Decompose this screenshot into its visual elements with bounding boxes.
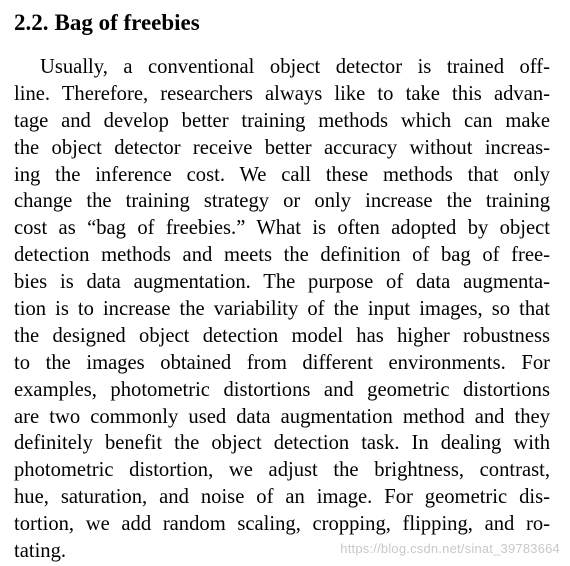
paragraph-line: line. Therefore, researchers always like to take this advan- bbox=[14, 82, 550, 105]
paragraph-line: the object detector receive better accuracy without increas- bbox=[14, 136, 550, 159]
paragraph-line: tating. bbox=[14, 540, 67, 563]
paragraph-line: examples, photometric distortions and geometric distortions bbox=[14, 378, 550, 401]
section-heading bbox=[14, 8, 550, 38]
paper-section bbox=[14, 8, 550, 565]
paragraph-line: are two commonly used data augmentation method and they bbox=[14, 405, 550, 428]
paragraph-line: tage and develop better training methods which can make bbox=[14, 109, 550, 132]
paragraph-line: bies is data augmentation. The purpose of data augmenta- bbox=[14, 271, 550, 294]
paragraph-line: detection methods and meets the definition of bag of free- bbox=[14, 244, 550, 267]
section-title: Bag of freebies bbox=[54, 10, 200, 35]
paragraph-line: ing the inference cost. We call these methods that only bbox=[14, 163, 550, 186]
paragraph-line: tortion, we add random scaling, cropping, flipping, and ro- bbox=[14, 513, 550, 536]
paragraph-line: definitely benefit the object detection task. In dealing with bbox=[14, 432, 550, 455]
section-number: 2.2. bbox=[14, 10, 49, 35]
paragraph-line: change the training strategy or only increase the training bbox=[14, 190, 550, 213]
paragraph-line: to the images obtained from different environments. For bbox=[14, 351, 550, 374]
paragraph-line: hue, saturation, and noise of an image. For geometric dis- bbox=[14, 486, 550, 509]
paragraph-line: the designed object detection model has higher robustness bbox=[14, 324, 550, 347]
paragraph-line: Usually, a conventional object detector is trained off- bbox=[40, 56, 550, 78]
body-paragraph bbox=[14, 54, 550, 565]
watermark-text: https://blog.csdn.net/sinat_39783664 bbox=[340, 541, 560, 556]
paragraph-line: tion is to increase the variability of the input images, so that bbox=[14, 298, 550, 321]
paragraph-line: cost as “bag of freebies.” What is often adopted by object bbox=[14, 217, 550, 240]
paragraph-line: photometric distortion, we adjust the brightness, contrast, bbox=[14, 459, 550, 482]
